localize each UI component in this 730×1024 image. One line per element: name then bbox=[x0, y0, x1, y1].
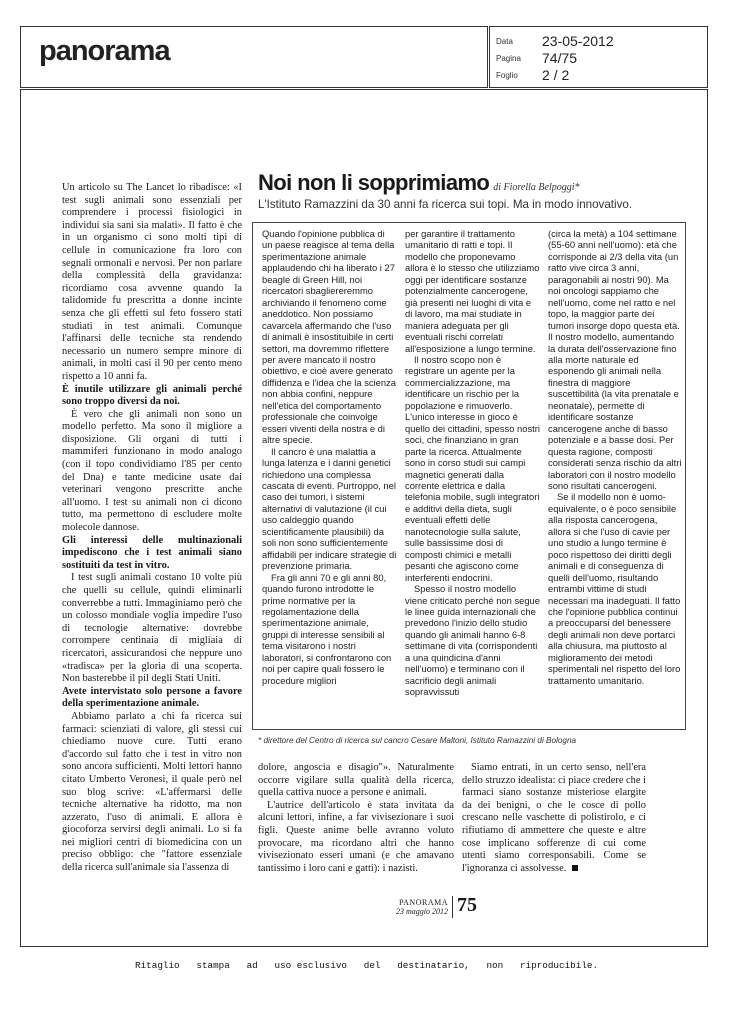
folio-brand: PANORAMA bbox=[398, 898, 448, 907]
paragraph-text: Siamo entrati, in un certo senso, nell'era dello struzzo idealista: ci piace credere che i farmaci siano sostanze misteriose elargite da dei benigni, o che le cosce di pollo crescano nelle vaschette di polistirolo, e ci rifiutiamo di ammettere che queste e altre cose implicano sofferenze di cui come utenti siamo corresponsabili. Come se l'ignoranza ci assolvesse. bbox=[462, 762, 646, 874]
info-label: Data bbox=[496, 37, 513, 46]
paragraph: I test sugli animali costano 10 volte più che quelli su cellule, quindi eliminarli converrebbe a tutti. Immaginiamo però che un colosso mondiale voglia impedire l'uso di tecnologie alternative: dovrebbe corrompere centinaia di migliaia di ricercatori, assicurandosi che neppure uno «tradisca» per la gloria di una scoperta. Non basterebbe il pil degli Stati Uniti. bbox=[62, 572, 242, 685]
info-label: Foglio bbox=[496, 71, 518, 80]
info-row-page bbox=[496, 50, 701, 66]
paragraph: Quando l'opinione pubblica di un paese reagisce al tema della sperimentazione animale applaudendo chi ha liberato i 27 beagle di Green Hill, noi ricercatori sbagliereremmo archiviando il fenomeno come aneddotico. Non possiamo cavarcela affermando che l'uso di animali è insostituibile in certi settori, ma dovremmo riflettere per avere mancato il nostro obiettivo, e cioè avere generato diffidenza e l'idea che la scienza non abbia confini, neppure nell'etica del comportamento professionale che coinvolge esseri viventi della nostra e di altre specie. bbox=[262, 228, 396, 446]
paragraph: L'autrice dell'articolo è stata invitata da alcuni lettori, infine, a far vivisezionare i suoi figli. Queste anime belle avranno voluto provocare, ma ricordano altri che hanno vivisezionato esseri umani (e che amavano tantissimo i loro cani e gatti): i nazisti. bbox=[258, 799, 454, 874]
box-column-1 bbox=[262, 228, 397, 686]
paragraph: Spesso il nostro modello viene criticato perché non segue le linee guida internazionali che prevedono l'inizio dello studio quando gli animali hanno 6-8 settimane di vita (corrispondenti a una quindicina d'anni nell'uomo) e terminano con il sacrificio degli animali sopravvissuti bbox=[405, 583, 540, 698]
info-row-date bbox=[496, 33, 701, 49]
panorama-logo: panorama bbox=[39, 35, 170, 67]
bottom-middle-column bbox=[258, 762, 454, 875]
folio bbox=[382, 898, 448, 916]
title-text: Noi non li sopprimiamo bbox=[258, 170, 490, 195]
end-of-article-icon bbox=[572, 865, 578, 871]
paragraph: Fra gli anni 70 e gli anni 80, quando furono introdotte le prime normative per la regolamentazione della sperimentazione animale, gruppi di interesse sensibili al tema visitarono i nostri laboratori, si confrontarono con noi per capire quali fossero le procedure migliori bbox=[262, 571, 392, 686]
box-column-2 bbox=[405, 228, 540, 698]
paragraph: Un articolo su The Lancet lo ribadisce: «I test sugli animali sono essenziali per comprendere i processi fisiologici in individui sia sani sia malati». Il fatto è che in un organismo ci sono molti tipi di cellule in comunicazione fra loro con segnali ormonali e nervosi. Per non parlare della complessità della gravidanza: ricordiamo cosa avvenne quando la talidomide fu prescritta a donne incinte senza che gli effetti sul feto fossero stati studiati in test animali. Comunque l'affinarsi delle tecniche sta rendendo necessario un numero sempre minore di animali, in molti casi il 90 per cento meno rispetto a 10 anni fa. bbox=[62, 182, 242, 382]
info-value: 23-05-2012 bbox=[542, 33, 614, 49]
masthead-box bbox=[20, 26, 488, 88]
box-column-3 bbox=[548, 228, 682, 686]
paragraph: Il cancro è una malattia a lunga latenza e i danni genetici richiedono una complessa cascata di eventi. Purtroppo, nel caso dei tumori, i sistemi alternativi di valutazione (il cui uso caldeggio quando scientificamente plausibili) da soli non sono sufficientemente affidabili per indicare strategie di prevenzione primaria. bbox=[262, 445, 397, 572]
info-value: 2 / 2 bbox=[542, 67, 570, 83]
paragraph: Se il modello non è uomo-equivalente, o è poco sensibile alla risposta cancerogena, allora si che l'uso di cavie per uno studio a lungo termine è poco rispettoso dei diritti degli animali e di conseguenza di quelli dell'uomo, risultando entrambi vittime di studi necessari ma inadeguati. Il fatto che l'opinione pubblica continui a preoccuparsi del benessere degli animali non deve portarci alla chiusura, ma piuttosto al miglioramento dei metodi sperimentali nel rispetto del loro trattamento umanitario. bbox=[548, 491, 681, 686]
page-number: 75 bbox=[457, 894, 477, 916]
article-title bbox=[258, 170, 708, 196]
clipping-info-box bbox=[489, 26, 708, 88]
paragraph: (circa la metà) a 104 settimane (55-60 anni nell'uomo): età che corrisponde ai 2/3 della vita (un ratto vive circa 3 anni, paragonabili ai nostri 90). Ma noi oncologi sappiamo che nell'uomo, come nel ratto e nel topo, la maggior parte dei tumori insorge dopo questa età. Il nostro modello, aumentando la durata dell'osservazione fino alla morte naturale ed esponendo gli animali nella finestra di maggiore suscettibilità (la vita prenatale e neonatale), permette di identificare sostanze cancerogene anche di basso potenziale e a basse dosi. Per questa ragione, composti considerati senza rischio da altri laboratori con il nostro modello sono risultati cancerogeni. bbox=[548, 228, 682, 491]
paragraph: Abbiamo parlato a chi fa ricerca sui farmaci: scienziati di valore, gli stessi cui chiediamo nuove cure. Tutti erano d'accordo sul fatto che i test in vitro non sono ancora sufficienti. Molti lettori hanno citato Umberto Veronesi, il quale però nel suo blog scrive: «L'affermarsi delle tecniche alternative ha ridotto, ma non azzerato, l'uso di animali. E allora è giocoforza servirsi degli animali. Lo si fa nei migliori centri di biomedicina con un preciso obbligo: che "fattore essenziale della ricerca sull'animale sia l'assenza di bbox=[62, 710, 242, 874]
question-heading: Gli interessi delle multinazionali impediscono che i test animali siano sostituiti da test in vitro. bbox=[62, 534, 242, 571]
bottom-right-column bbox=[462, 762, 646, 875]
question-heading: Avete intervistato solo persone a favore della sperimentazione animale. bbox=[62, 685, 242, 710]
paragraph: dolore, angoscia e disagio"». Naturalmente occorre vigilare sulla qualità della ricerca, quella cattiva nuoce a persone e animali. bbox=[258, 762, 454, 799]
question-heading: È inutile utilizzare gli animali perché sono troppo diversi da noi. bbox=[62, 383, 242, 408]
folio-date: 23 maggio 2012 bbox=[396, 907, 448, 916]
article-subtitle: L'Istituto Ramazzini da 30 anni fa ricerca sui topi. Ma in modo innovativo. bbox=[258, 198, 633, 211]
paragraph: per garantire il trattamento umanitario di ratti e topi. Il modello che proponevamo allora è lo stesso che utilizziamo oggi per identificare sostanze potenzialmente cancerogene, già presenti nei luoghi di vita e di lavoro, ma mai studiate in maniera adeguata per gli eventuali rischi correlati all'esposizione a lungo termine. bbox=[405, 228, 540, 354]
paragraph: È vero che gli animali non sono un modello perfetto. Ma sono il migliore a disposizione. Gli organi di tutti i mammiferi funzionano in modo analogo (con il topo condividiamo l'85 per cento del Dna) e tante medicine usate dai veterinari vengono prescritte anche all'uomo. I test su animali non ci dicono tutto, ma permettono di escludere molte molecole dannose. bbox=[62, 408, 242, 534]
info-label: Pagina bbox=[496, 54, 521, 63]
folio-divider bbox=[452, 896, 453, 918]
info-value: 74/75 bbox=[542, 50, 578, 66]
left-text-column bbox=[62, 182, 242, 875]
paragraph bbox=[462, 762, 646, 875]
article-footnote: * direttore del Centro di ricerca sul cancro Cesare Maltoni, Istituto Ramazzini di Bologna bbox=[258, 736, 577, 745]
info-row-sheet bbox=[496, 67, 701, 83]
byline: di Fiorella Belpoggi* bbox=[493, 182, 580, 193]
reproduction-disclaimer: Ritaglio stampa ad uso esclusivo del destinatario, non riproducibile. bbox=[135, 960, 599, 971]
paragraph: Il nostro scopo non è registrare un agente per la commercializzazione, ma identificare un rischio per la popolazione e rimuoverlo. L'unico interesse in gioco è quello dei cittadini, spesso nostri soci, che finanziano in gran parte la ricerca. Attualmente sono in corso studi sui campi magnetici generati dalla corrente elettrica e dalla telefonia mobile, sugli integratori e additivi della dieta, sugli eventuali effetti delle nanotecnologie sulla salute, sulle bassissime dosi di composti chimici e metalli pesanti che agiscono come interferenti endocrini. bbox=[405, 353, 540, 583]
